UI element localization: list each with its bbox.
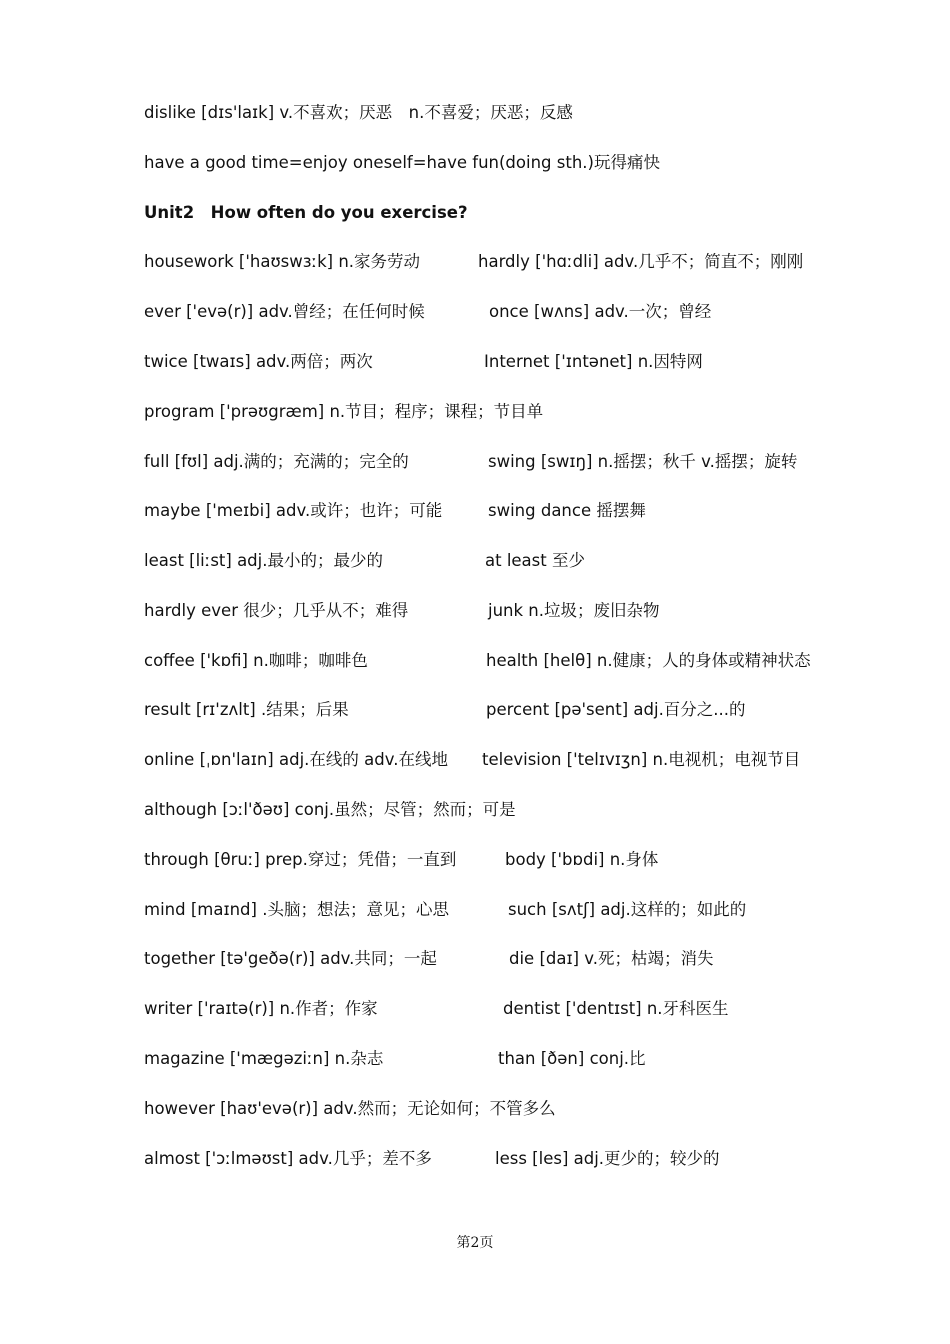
vocab-entry-right: body ['bɒdi] n.身体: [505, 850, 659, 869]
vocab-entry-right: television ['telɪvɪʒn] n.电视机；电视节目: [482, 750, 801, 769]
vocab-entry: coffee ['kɒfi] n.咖啡；咖啡色: [144, 651, 368, 670]
vocab-entry: through [θruː] prep.穿过；凭借；一直到: [144, 850, 457, 869]
vocab-line: [144, 550, 585, 572]
vocab-line: [144, 301, 712, 323]
vocab-entry-right: junk n.垃圾；废旧杂物: [488, 601, 660, 620]
unit-title: Unit2 How often do you exercise?: [144, 203, 468, 222]
vocab-entry: together [tə'geðə(r)] adv.共同；一起: [144, 949, 437, 968]
vocab-entry-right: health [helθ] n.健康；人的身体或精神状态: [486, 651, 811, 670]
vocab-line: [144, 1048, 646, 1070]
vocab-line: [144, 401, 543, 423]
vocab-line: [144, 251, 804, 273]
vocab-entry-right: than [ðən] conj.比: [498, 1049, 646, 1068]
vocab-line: [144, 849, 659, 871]
vocab-entry-right: such [sʌtʃ] adj.这样的；如此的: [508, 900, 747, 919]
vocab-entry: mind [maɪnd] .头脑；想法；意见；心思: [144, 900, 449, 919]
vocab-line: [144, 1148, 720, 1170]
vocab-entry: however [haʊ'evə(r)] adv.然而；无论如何；不管多么: [144, 1099, 556, 1118]
vocab-line: [144, 799, 516, 821]
vocab-line: [144, 500, 646, 522]
vocab-entry: housework ['haʊswɜːk] n.家务劳动: [144, 252, 421, 271]
vocab-entry-right: once [wʌns] adv.一次；曾经: [489, 302, 712, 321]
vocab-entry-right: swing [swɪŋ] n.摇摆；秋千 v.摇摆；旋转: [488, 452, 798, 471]
vocab-entry: maybe ['meɪbi] adv.或许；也许；可能: [144, 501, 443, 520]
vocab-line: [144, 351, 703, 373]
unit-heading: [144, 202, 468, 224]
vocab-entry: ever ['evə(r)] adv.曾经；在任何时候: [144, 302, 425, 321]
vocab-entry: dislike [dɪs'laɪk] v.不喜欢；厌恶 n.不喜爱；厌恶；反感: [144, 103, 573, 122]
vocab-entry-right: swing dance 摇摆舞: [488, 501, 646, 520]
vocab-entry: full [fʊl] adj.满的；充满的；完全的: [144, 452, 409, 471]
vocab-entry: twice [twaɪs] adv.两倍；两次: [144, 352, 373, 371]
vocab-entry-right: Internet ['ɪntənet] n.因特网: [484, 352, 703, 371]
vocab-line: [144, 152, 660, 174]
vocab-entry-right: at least 至少: [485, 551, 585, 570]
vocab-line: [144, 1098, 556, 1120]
vocab-entry: hardly ever 很少；几乎从不；难得: [144, 601, 409, 620]
vocab-line: [144, 998, 729, 1020]
vocab-line: [144, 699, 746, 721]
vocab-entry: online [ˌɒn'laɪn] adj.在线的 adv.在线地: [144, 750, 448, 769]
vocab-entry-right: dentist ['dentɪst] n.牙科医生: [503, 999, 729, 1018]
vocab-entry: writer ['raɪtə(r)] n.作者；作家: [144, 999, 378, 1018]
vocab-entry: least [liːst] adj.最小的；最少的: [144, 551, 383, 570]
vocab-entry: magazine ['mægəziːn] n.杂志: [144, 1049, 384, 1068]
vocab-entry-right: percent [pə'sent] adj.百分之...的: [486, 700, 746, 719]
vocab-line: [144, 451, 798, 473]
vocab-line: [144, 102, 573, 124]
vocab-entry: program ['prəʊgræm] n.节目；程序；课程；节目单: [144, 402, 544, 421]
vocab-entry: although [ɔːl'ðəʊ] conj.虽然；尽管；然而；可是: [144, 800, 516, 819]
vocab-line: [144, 600, 660, 622]
vocab-entry-right: die [daɪ] v.死；枯竭；消失: [509, 949, 714, 968]
page-number: 第2页: [456, 1235, 494, 1251]
vocab-entry: almost ['ɔːlməʊst] adv.几乎；差不多: [144, 1149, 432, 1168]
vocab-entry-right: less [les] adj.更少的；较少的: [495, 1149, 720, 1168]
vocab-line: [144, 948, 714, 970]
vocab-line: [144, 749, 801, 771]
vocab-line: [144, 650, 811, 672]
vocab-line: [144, 899, 747, 921]
vocab-entry: have a good time=enjoy oneself=have fun(doing sth.)玩得痛快: [144, 153, 660, 172]
vocab-entry: result [rɪ'zʌlt] .结果；后果: [144, 700, 349, 719]
vocab-entry-right: hardly ['hɑːdli] adv.几乎不；简直不；刚刚: [478, 252, 804, 271]
